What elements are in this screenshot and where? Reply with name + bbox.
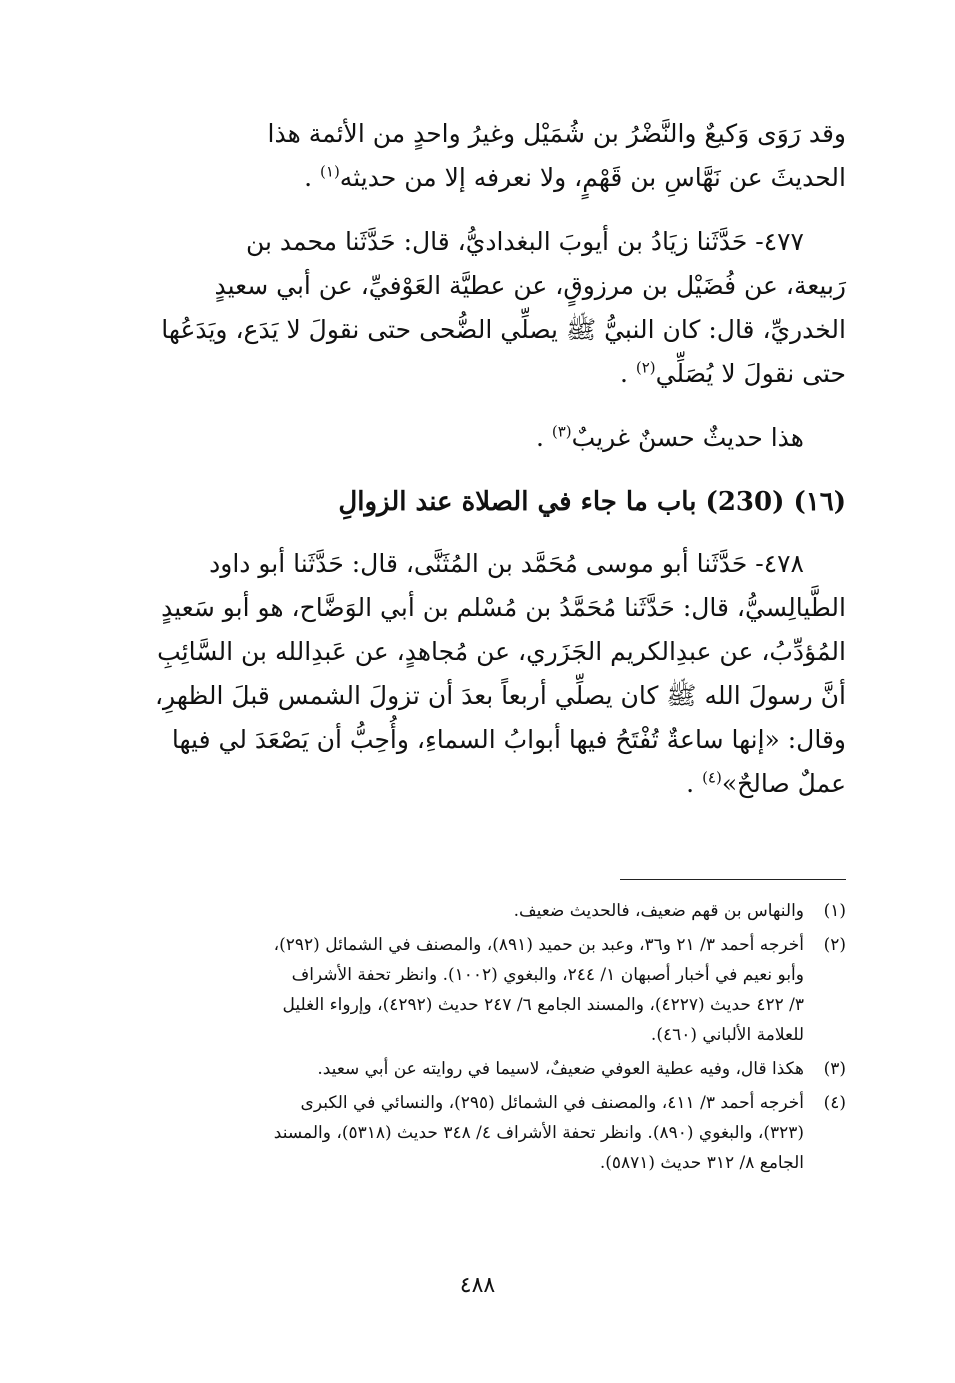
text-line: المُؤدِّبُ، عن عبدِالكريم الجَزَري، عن مُجاهدٍ، عن عَبدِالله بن السَّائِبِ xyxy=(157,637,846,666)
text-line: ٤٧٨- حَدَّثَنا أبو موسى مُحَمَّد بن المُثَنَّى، قال: حَدَّثَنا أبو داود xyxy=(209,549,804,578)
text-line xyxy=(128,416,846,460)
line-end: . xyxy=(619,359,636,388)
footnote-ref[interactable]: (٤) xyxy=(702,768,722,787)
page-number: ٤٨٨ xyxy=(459,1273,496,1298)
footnote-number: (٤) xyxy=(823,1093,846,1113)
line-end: . xyxy=(304,163,321,192)
footnote-line: للعلامة الألباني (٤٦٠). xyxy=(650,1025,804,1045)
text-line: ٤٧٧- حَدَّثَنا زيَادُ بن أيوبَ البغداديُّ، قال: حَدَّثَنا محمد بن xyxy=(245,227,804,256)
footnote-text xyxy=(128,1088,804,1178)
text-line: الطَّيالِسيُّ، قال: حَدَّثَنا مُحَمَّدُ بن مُسْلم بن أبي الوَضَّاح، هو أبو سَعيدٍ xyxy=(161,593,846,622)
footnote-3 xyxy=(128,1054,846,1084)
text-line: رَبيعة، عن فُضَيْل بن مرزوقٍ، عن عطيَّة العَوْفيِّ، عن أبي سعيدٍ xyxy=(214,271,846,300)
text-line xyxy=(128,156,846,200)
footnote-ref[interactable]: (٣) xyxy=(551,422,572,441)
chapter-heading: (١٦) (230) باب ما جاء في الصلاة عند الزوالِ xyxy=(338,487,846,517)
hadith-478 xyxy=(128,542,846,806)
footnote-text xyxy=(128,930,804,1050)
paragraph-1 xyxy=(128,112,846,200)
text-line-body: هذا حديثٌ حسنٌ غريبٌ xyxy=(571,423,804,452)
footnote-text xyxy=(128,896,804,926)
footnote-1 xyxy=(128,896,846,926)
footnotes xyxy=(128,896,846,1182)
footnote-text xyxy=(128,1054,804,1084)
line-end: . xyxy=(535,423,552,452)
grading-note xyxy=(128,416,846,460)
footnote-line: وأبو نعيم في أخبار أصبهان ١/ ٢٤٤، والبغوي (١٠٠٢). وانظر تحفة الأشراف xyxy=(291,965,804,985)
text-line xyxy=(128,352,846,396)
footnote-number: (١) xyxy=(823,901,846,921)
footnote-ref[interactable]: (٢) xyxy=(635,358,656,377)
footnote-4 xyxy=(128,1088,846,1178)
text-line: أنَّ رسولَ الله ﷺ كان يصلِّي أربعاً بعدَ أن تزولَ الشمس قبلَ الظهرِ، xyxy=(154,681,846,710)
footnote-2 xyxy=(128,930,846,1050)
footnote-divider xyxy=(620,879,846,880)
text-line: وقال: «إنها ساعةٌ تُفْتَحُ فيها أبوابُ السماءِ، وأُحِبُّ أن يَصْعَدَ لي فيها xyxy=(171,725,846,754)
footnote-number: (٣) xyxy=(823,1059,846,1079)
footnote-number: (٢) xyxy=(823,935,846,955)
text-line-body: حتى نقولَ لا يُصَلِّي xyxy=(655,359,846,388)
footnote-line: (٣٢٣)، والبغوي (٨٩٠). وانظر تحفة الأشراف ٤/ ٣٤٨ حديث (٥٣١٨)، والمسند xyxy=(273,1123,804,1143)
footnote-line: والنهاس بن قهم ضعيف، فالحديث ضعيف. xyxy=(513,901,804,921)
text-line-body: الحديثَ عن نَهَّاسِ بن قَهْمٍ، ولا نعرفه إلا من حديثه xyxy=(339,163,846,192)
footnote-line: هكذا قال، وفيه عطية العوفي ضعيفٌ، لاسيما في روايته عن أبي سعيد. xyxy=(317,1059,804,1079)
hadith-477 xyxy=(128,220,846,396)
footnote-line: أخرجه أحمد ٣/ ٤١١، والمصنف في الشمائل (٢٩٥)، والنسائي في الكبرى xyxy=(300,1093,804,1113)
text-line: الخدريِّ، قال: كان النبيُّ ﷺ يصلِّي الضُّحى حتى نقولَ لا يَدَع، ويَدَعُها xyxy=(161,315,846,344)
text-line: وقد رَوَى وَكيعٌ والنَّضْرُ بن شُمَيْل وغيرُ واحدٍ من الأئمة هذا xyxy=(267,119,846,148)
footnote-ref[interactable]: (١) xyxy=(320,162,340,181)
footnote-line: ٣/ ٤٢٢ حديث (٤٢٢٧)، والمسند الجامع ٦/ ٢٤٧ حديث (٤٢٩٢)، وإرواء الغليل xyxy=(282,995,804,1015)
line-end: . xyxy=(686,769,703,798)
footnote-line: الجامع ٨/ ٣١٢ حديث (٥٨٧١). xyxy=(599,1153,804,1173)
text-line-body: عملٌ صالحٌ» xyxy=(721,769,846,798)
footnote-line: أخرجه أحمد ٣/ ٢١ و٣٦، وعبد بن حميد (٨٩١)، والمصنف في الشمائل (٢٩٢)، xyxy=(273,935,804,955)
main-text xyxy=(128,112,846,826)
text-line xyxy=(128,762,846,806)
